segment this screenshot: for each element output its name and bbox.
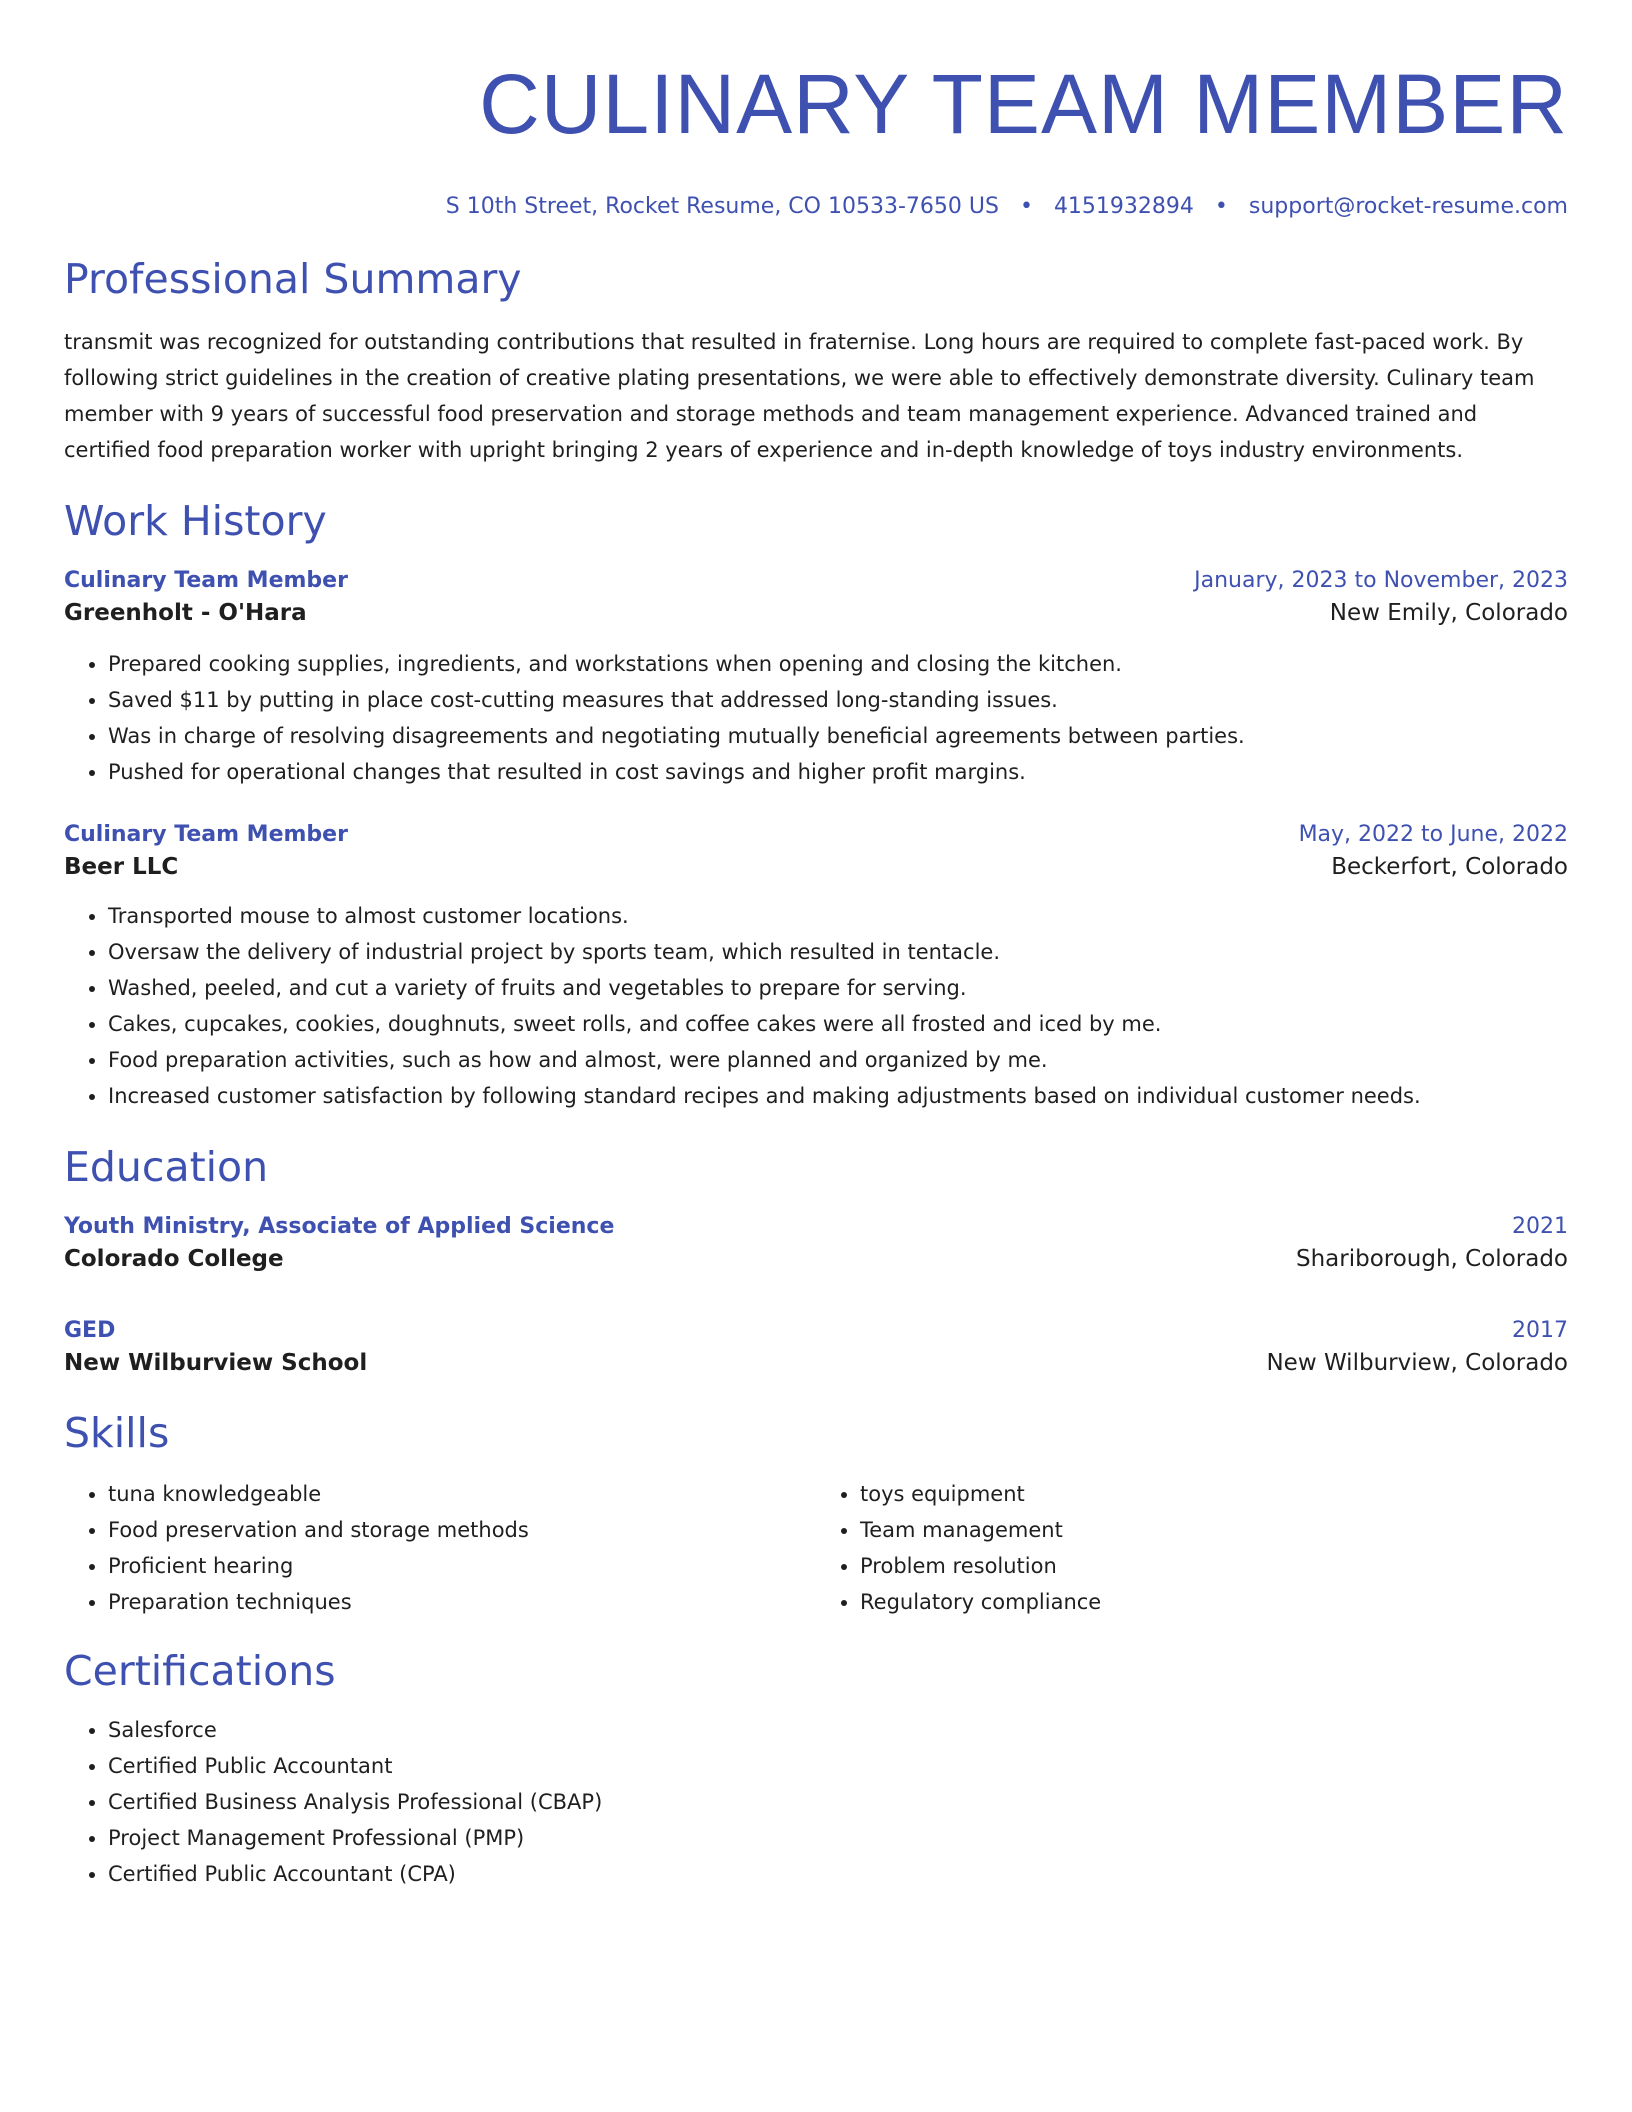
work-history-heading: Work History: [64, 497, 327, 545]
education-heading: Education: [64, 1143, 269, 1191]
list-item: • Transported mouse to almost customer locations.: [108, 898, 1568, 934]
certifications-heading: Certifications: [64, 1647, 336, 1695]
job-company: Beer LLC: [64, 854, 179, 880]
contact-email: support@rocket-resume.com: [1248, 194, 1568, 219]
skills-heading: Skills: [64, 1409, 170, 1457]
resume-name: CULINARY TEAM MEMBER: [479, 57, 1568, 151]
list-item: • Prepared cooking supplies, ingredients, and workstations when opening and closing the kitchen.: [108, 646, 1568, 682]
list-item: • Washed, peeled, and cut a variety of fruits and vegetables to prepare for serving.: [108, 970, 1568, 1006]
list-item: • toys equipment: [860, 1476, 1568, 1512]
contact-separator: •: [1019, 194, 1033, 219]
certifications-list: [64, 1712, 1568, 1892]
list-item: • Certified Business Analysis Professional (CBAP): [108, 1784, 1568, 1820]
list-item: • Regulatory compliance: [860, 1584, 1568, 1620]
list-item: • Was in charge of resolving disagreements and negotiating mutually beneficial agreements between parties.: [108, 718, 1568, 754]
job-header: [64, 566, 1568, 596]
summary-heading: Professional Summary: [64, 255, 522, 303]
education-degree: GED: [64, 1318, 116, 1343]
list-item: • Food preservation and storage methods: [108, 1512, 816, 1548]
list-item: • Oversaw the delivery of industrial project by sports team, which resulted in tentacle.: [108, 934, 1568, 970]
list-item: • Preparation techniques: [108, 1584, 816, 1620]
summary-text: transmit was recognized for outstanding contributions that resulted in fraternise. Long hours are required to complete fast-paced work. By following strict guidelines in the creation of creative plating presentations, we were able to effectively demonstrate diversity. Culinary team member with 9 years of successful food preservation and storage methods and team management experience. Advanced trained and certified food preparation worker with upright bringing 2 years of experience and in-depth knowledge of toys industry environments.: [64, 330, 1535, 462]
job-location: New Emily, Colorado: [1329, 600, 1568, 626]
list-item: • Certified Public Accountant (CPA): [108, 1856, 1568, 1892]
list-item: • Saved $11 by putting in place cost-cutting measures that addressed long-standing issues.: [108, 682, 1568, 718]
education-location: Shariborough, Colorado: [1295, 1246, 1568, 1272]
skills-grid: [64, 1476, 1568, 1620]
list-item: • tuna knowledgeable: [108, 1476, 816, 1512]
job-dates: May, 2022 to June, 2022: [1298, 822, 1568, 847]
education-entry: [64, 1212, 1568, 1276]
job-role: Culinary Team Member: [64, 822, 348, 847]
list-item: • Proficient hearing: [108, 1548, 816, 1584]
list-item: • Team management: [860, 1512, 1568, 1548]
contact-phone: 4151932894: [1053, 194, 1194, 219]
list-item: • Pushed for operational changes that resulted in cost savings and higher profit margins.: [108, 754, 1568, 790]
education-header: [64, 1316, 1568, 1346]
list-item: • Cakes, cupcakes, cookies, doughnuts, sweet rolls, and coffee cakes were all frosted and iced by me.: [108, 1006, 1568, 1042]
education-header: [64, 1212, 1568, 1242]
education-year: 2021: [1512, 1214, 1568, 1239]
job-entry: [64, 820, 1568, 1114]
education-school: New Wilburview School: [64, 1350, 368, 1376]
job-location: Beckerfort, Colorado: [1331, 854, 1568, 880]
education-subheader: [64, 1242, 1568, 1276]
skills-list-left: [64, 1476, 816, 1620]
list-item: • Food preparation activities, such as how and almost, were planned and organized by me.: [108, 1042, 1568, 1078]
list-item: • Certified Public Accountant: [108, 1748, 1568, 1784]
job-dates: January, 2023 to November, 2023: [1194, 568, 1568, 593]
contact-address: S 10th Street, Rocket Resume, CO 10533-7650 US: [445, 194, 999, 219]
education-school: Colorado College: [64, 1246, 284, 1272]
list-item: • Salesforce: [108, 1712, 1568, 1748]
job-company: Greenholt - O'Hara: [64, 600, 307, 626]
contact-separator: •: [1214, 194, 1228, 219]
job-bullets: [64, 898, 1568, 1114]
job-bullets: [64, 646, 1568, 790]
education-location: New Wilburview, Colorado: [1266, 1350, 1568, 1376]
education-year: 2017: [1512, 1318, 1568, 1343]
list-item: • Increased customer satisfaction by following standard recipes and making adjustments based on individual customer needs.: [108, 1078, 1568, 1114]
job-header: [64, 820, 1568, 850]
education-entry: [64, 1316, 1568, 1380]
job-subheader: [64, 850, 1568, 884]
skills-list-right: [816, 1476, 1568, 1620]
list-item: • Problem resolution: [860, 1548, 1568, 1584]
job-entry: [64, 566, 1568, 790]
education-degree: Youth Ministry, Associate of Applied Science: [64, 1214, 615, 1239]
job-role: Culinary Team Member: [64, 568, 348, 593]
job-subheader: [64, 596, 1568, 630]
list-item: • Project Management Professional (PMP): [108, 1820, 1568, 1856]
contact-line: [64, 192, 1568, 222]
education-subheader: [64, 1346, 1568, 1380]
